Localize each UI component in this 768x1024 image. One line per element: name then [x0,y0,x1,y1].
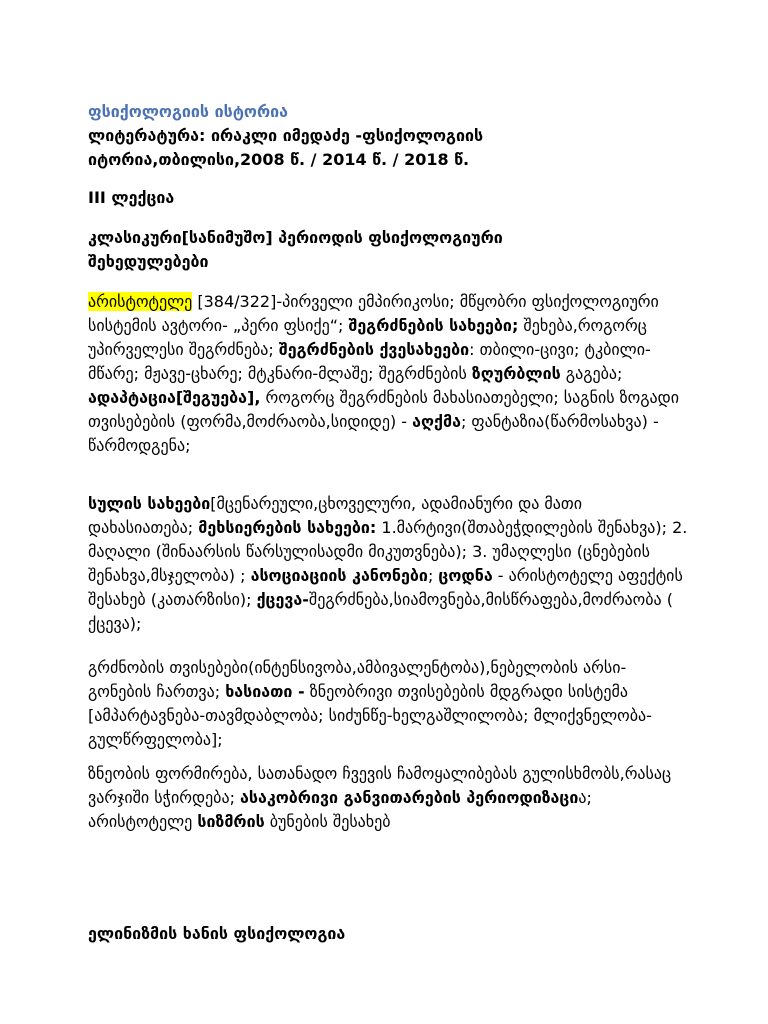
bold-term: ხასიათი - [225,682,305,701]
paragraph-text: ზნეობის ფორმირება, სათანადო ჩვევის ჩამოყალიბებას გულისხმობს,რასაც ვარჯიში სჭირდება; [88,764,672,807]
bold-term: აღქმა [412,412,461,431]
section-heading-text: კლასიკური[სანიმუშო] პერიოდის ფსიქოლოგიური შეხედულებები [88,228,503,271]
paragraph-text: შეხება,როგორც უპირველესი შეგრძნება; [88,316,647,359]
paragraph-feelings [88,656,688,752]
paragraph-text: [384/322]-პირველი ემპირიკოსი; მწყობრი ფსიქოლოგიური სისტემის ავტორი- „პერი ფსიქე“; [88,292,659,335]
literature-text: ლიტერატურა: ირაკლი იმედაძე -ფსიქოლოგიის იტორია,თბილისი,2008 წ. / 2014 წ. / 2018 წ. [88,126,484,169]
paragraph-text: : თბილი-ცივი; ტკბილი-მწარე; მჟავე-ცხარე; მტკნარი-მლაშე; შეგრძნების [88,340,651,383]
section-heading-hellenism [88,922,688,946]
bold-term: ცოდნა [438,566,493,585]
paragraph-text: 1.მარტივი(შთაბეჭდილების შენახვა); 2. მაღალი (შინაარსის წარსულისადმი მიკუთვნება); 3. უმაღლესი (ცნებების შენახვა,მსჯელობა) ; [88,518,688,585]
bold-term: ქცევა- [256,590,309,609]
bold-term: ასოციაციის კანონები [250,566,428,585]
paragraph-text: ზნეობრივი თვისებების მდგრადი სისტემა [ამპარტავნება-თავმდაბლობა; სიძუნწე-ხელგაშლილობა; მლიქვნელობა-გულწრფელობა]; [88,682,652,749]
paragraph-text: - არისტოტელე აფექტის შესახებ (კათარზისი); [88,566,683,609]
literature-reference [88,124,528,172]
paragraph-text: ა; არისტოტელე [88,788,592,831]
lecture-label [88,186,688,210]
section-heading-text: ელინიზმის ხანის ფსიქოლოგია [88,924,346,943]
section-heading-classical [88,226,578,274]
paragraph-text: როგორც შეგრძნების მახასიათებელი; საგნის ზოგადი თვისებების (ფორმა,მოძრაობა,სიდიდე) - [88,388,680,431]
document-title [88,100,688,124]
bold-term: შეგრძნების ქვესახეები [278,340,470,359]
paragraph-text: [მცენარეული,ცხოველური, ადამიანური და მათი დახასიათება; [88,494,582,537]
paragraph-text: გრძნობის თვისებები(ინტენსივობა,ამბივალენტობა),ნებელობის არსი-გონების ჩართვა; [88,658,627,701]
paragraph-soul-types [88,492,688,636]
bold-term: ადაპტაცია[შეგუება], [88,388,261,407]
paragraph-text: შეგრძნება,სიამოვნება,მისწრაფება,მოძრაობა ( ქცევა); [88,590,673,633]
paragraph-text: ; [427,566,439,585]
bold-term: ასაკობრივი განვითარების პერიოდიზაცი [240,788,579,807]
title-text: ფსიქოლოგიის ისტორია [88,102,288,121]
highlighted-term: არისტოტელე [88,292,193,311]
paragraph-morality [88,762,688,834]
bold-term: სიზმრის [197,812,265,831]
bold-term: შეგრძნების სახეები; [348,316,519,335]
bold-term: ზღურბლის [471,364,561,383]
bold-term: მეხსიერების სახეები: [198,518,377,537]
paragraph-text: ; ფანტაზია(წარმოსახვა) - წარმოდგენა; [88,412,659,455]
paragraph-text: გაგება; [560,364,623,383]
lecture-label-text: III ლექცია [88,188,175,207]
paragraph-aristotle [88,290,688,458]
paragraph-text: ბუნების შესახებ [264,812,391,831]
bold-term: სულის სახეები [88,494,211,513]
